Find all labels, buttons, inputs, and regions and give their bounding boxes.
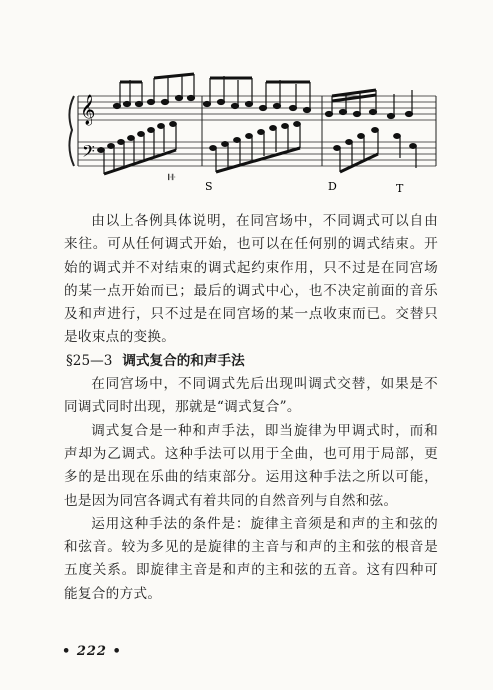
paragraph-4: 运用这种手法的条件是：旋律主音须是和声的主和弦的和弦音。较为多见的是旋律的主音与和声的主和弦的根音是五度关系。即旋律主音是和声的主和弦的五音。这有四种可能复合的方式。 <box>64 515 438 602</box>
body-text <box>64 210 438 606</box>
paragraph-1: 由以上各例具体说明，在同宫场中，不同调式可以自由来往。可从任何调式开始，也可以在任何别的调式结束。开始的调式并不对结束的调式起约束作用，只不过是在同宫场的某一点开始而已；最后的调式中心，也不决定前面的音乐及和声进行，只不过是在同宫场的某一点收束而已。交替只是收束点的变换。 <box>64 213 438 346</box>
pedal-mark: 𝄆𝄆 <box>168 173 176 182</box>
score-label-s: S <box>205 180 213 193</box>
paragraph-2: 在同宫场中，不同调式先后出现叫调式交替，如果是不同调式同时出现，那就是“调式复合”。 <box>64 376 438 416</box>
treble-clef-icon: 𝄞 <box>80 95 96 125</box>
staff-lower <box>78 142 436 166</box>
score-label-t: T <box>396 182 404 195</box>
section-heading <box>64 350 438 373</box>
section-title: 调式复合的和声手法 <box>122 352 245 369</box>
page-number: • 222 • <box>62 644 122 659</box>
bass-clef-icon: 𝄢 <box>82 141 95 165</box>
paragraph-3: 调式复合是一种和声手法，即当旋律为甲调式时，而和声却为乙调式。这种手法可以用于全曲，也可用于局部，更多的是出现在乐曲的结束部分。运用这种手法之所以可能，也是因为同宫各调式有着共同的自然音列与自然和弦。 <box>64 422 438 509</box>
music-score <box>60 68 438 198</box>
score-label-d: D <box>328 180 337 193</box>
barlines <box>78 96 436 166</box>
section-number: §25—3 <box>66 352 113 369</box>
brace <box>69 96 74 166</box>
staff-upper <box>78 96 436 120</box>
